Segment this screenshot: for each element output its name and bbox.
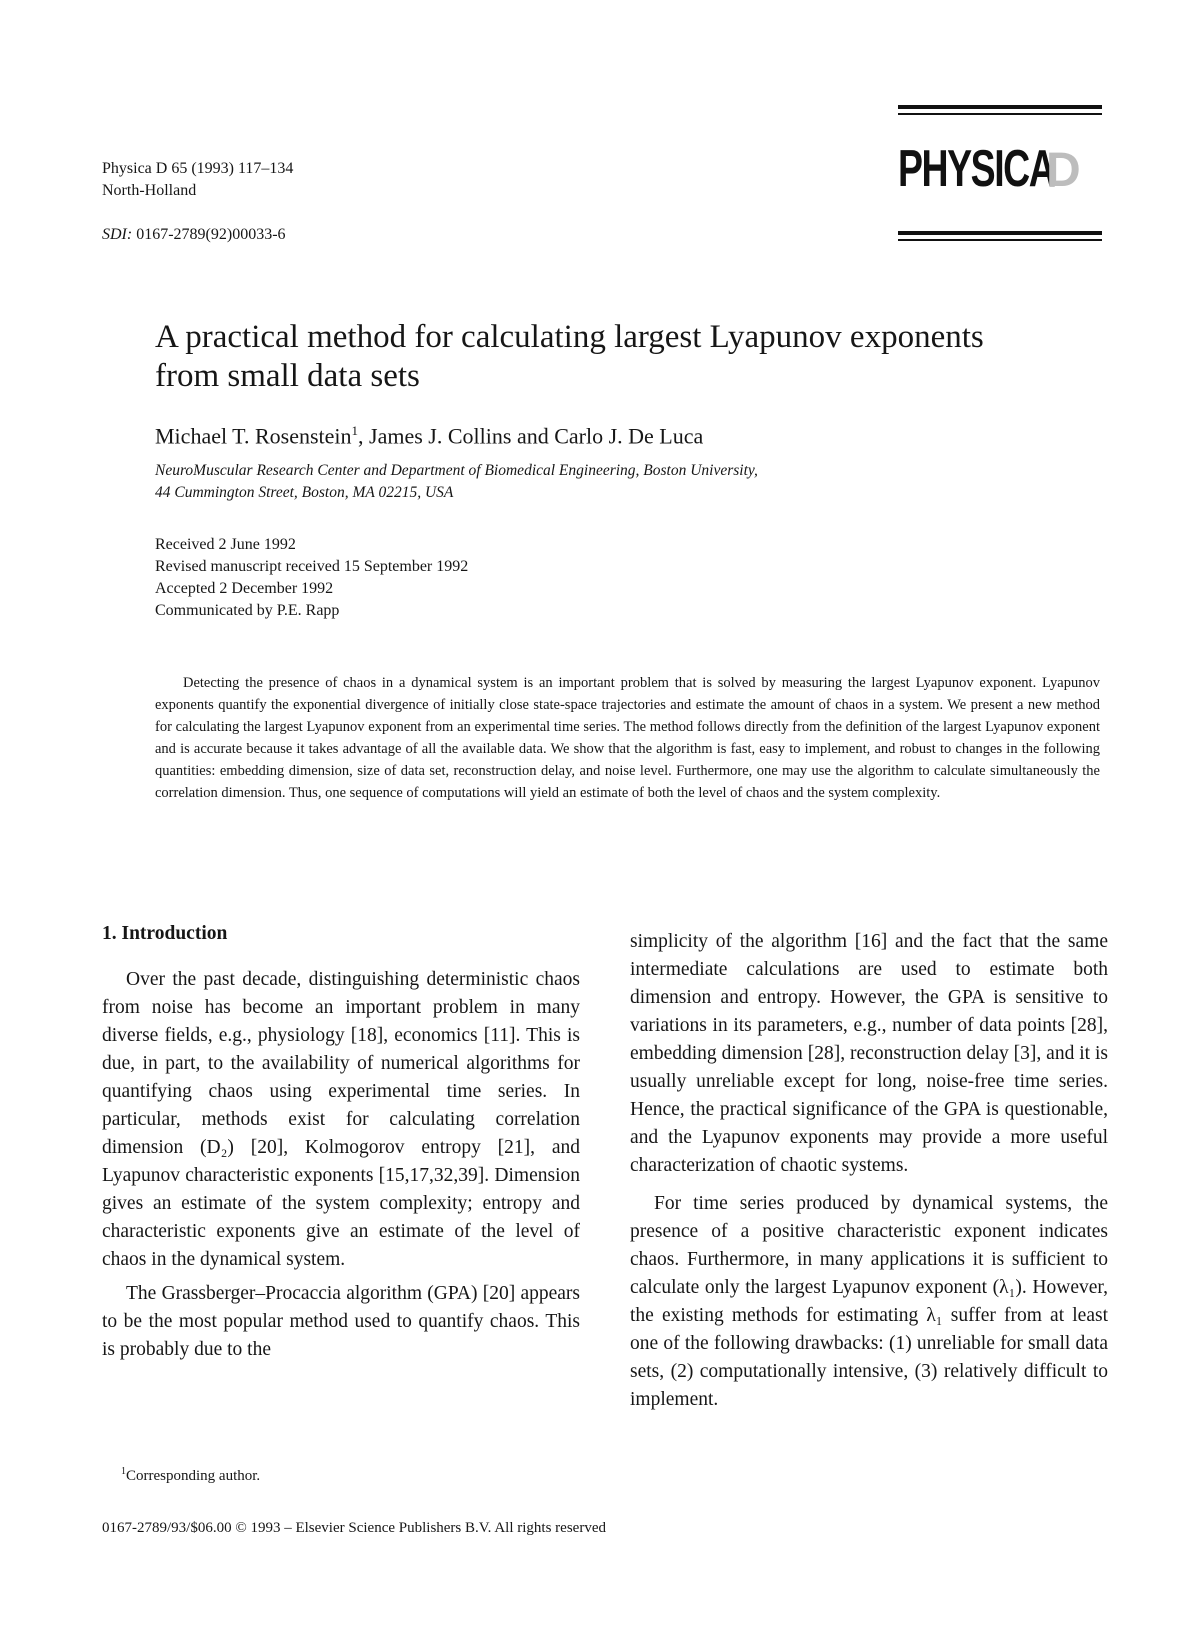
author-first: Michael T. Rosenstein (155, 423, 352, 449)
author-rest: , James J. Collins and Carlo J. De Luca (358, 423, 704, 449)
date-revised: Revised manuscript received 15 September 1992 (155, 558, 469, 575)
logo-wordmark: PHYSICA (898, 140, 1055, 198)
journal-logo (898, 103, 1102, 243)
body-paragraph: For time series produced by dynamical systems, the presence of a positive characteristic exponent indicates chaos. Furthermore, in many applications it is sufficient to calculate only the largest Lyapunov exponent (λ₁). However, the existing methods for estimating λ₁ suffer from at least one of the following drawbacks: (1) unreliable for small data sets, (2) computationally intensive, (3) relatively difficult to implement. (630, 1193, 1108, 1410)
abstract: Detecting the presence of chaos in a dynamical system is an important problem that is solved by measuring the largest Lyapunov exponent. Lyapunov exponents quantify the exponential divergence of initially close state-space trajectories and estimate the amount of chaos in a system. We present a new method for calculating the largest Lyapunov exponent from an experimental time series. The method follows directly from the definition of the largest Lyapunov exponent and is accurate because it takes advantage of all the available data. We show that the algorithm is fast, easy to implement, and robust to changes in the following quantities: embedding dimension, size of data set, reconstruction delay, and noise level. Furthermore, one may use the algorithm to calculate simultaneously the correlation dimension. Thus, one sequence of computations will yield an estimate of both the level of chaos and the system complexity. (155, 675, 1100, 801)
footnote (121, 1466, 260, 1485)
paper-title (155, 318, 1115, 396)
footnote-mark: 1 (121, 1466, 126, 1477)
affiliation-line: 44 Cummington Street, Boston, MA 02215, USA (155, 484, 454, 501)
sdi-code: 0167-2789(92)00033-6 (136, 226, 286, 243)
logo-bottom-rule (898, 231, 1102, 235)
sdi-line (102, 224, 286, 246)
section-heading: 1. Introduction (102, 923, 228, 944)
title-line: A practical method for calculating largest Lyapunov exponents (155, 319, 984, 355)
journal-line: Physica D 65 (1993) 117–134 (102, 160, 294, 177)
title-line: from small data sets (155, 358, 420, 394)
right-column (630, 928, 1108, 1414)
publisher-line: North-Holland (102, 182, 197, 199)
body-paragraph: simplicity of the algorithm [16] and the fact that the same intermediate calculations are used to estimate both dimension and entropy. However, the GPA is sensitive to variations in its parameters, e.g., number of data points [28], embedding dimension [28], reconstruction delay [3], and it is usually unreliable except for long, noise-free time series. Hence, the practical significance of the GPA is questionable, and the Lyapunov exponents may provide a more useful characterization of chaotic systems. (630, 931, 1108, 1176)
logo-top-rule (898, 105, 1102, 109)
date-accepted: Accepted 2 December 1992 (155, 580, 334, 597)
affiliation-line: NeuroMuscular Research Center and Department of Biomedical Engineering, Boston University, (155, 462, 758, 479)
body-paragraph: The Grassberger–Procaccia algorithm (GPA) [20] appears to be the most popular method used to quantify chaos. This is probably due to the (102, 1283, 580, 1360)
copyright-line: 0167-2789/93/$06.00 © 1993 – Elsevier Science Publishers B.V. All rights reserved (102, 1520, 606, 1536)
affiliation (155, 460, 1085, 504)
publication-history (155, 534, 468, 622)
journal-citation (102, 158, 293, 202)
body-paragraph: Over the past decade, distinguishing deterministic chaos from noise has become an important problem in many diverse fields, e.g., physiology [18], economics [11]. This is due, in part, to the availability of numerical algorithms for quantifying chaos using experimental time series. In particular, methods exist for calculating correlation dimension (D₂) [20], Kolmogorov entropy [21], and Lyapunov characteristic exponents [15,17,32,39]. Dimension gives an estimate of the system complexity; entropy and characteristic exponents give an estimate of the level of chaos in the dynamical system. (102, 969, 580, 1270)
logo-letter: D (1046, 144, 1081, 197)
author-list (155, 423, 703, 449)
left-column (102, 920, 580, 1364)
date-received: Received 2 June 1992 (155, 536, 296, 553)
footnote-text: Corresponding author. (126, 1468, 261, 1484)
sdi-label: SDI: (102, 226, 133, 243)
logo-top-rule-thin (898, 113, 1102, 115)
logo-bottom-rule-thin (898, 239, 1102, 241)
communicated-by: Communicated by P.E. Rapp (155, 602, 340, 619)
author-footnote-mark: 1 (351, 423, 359, 438)
